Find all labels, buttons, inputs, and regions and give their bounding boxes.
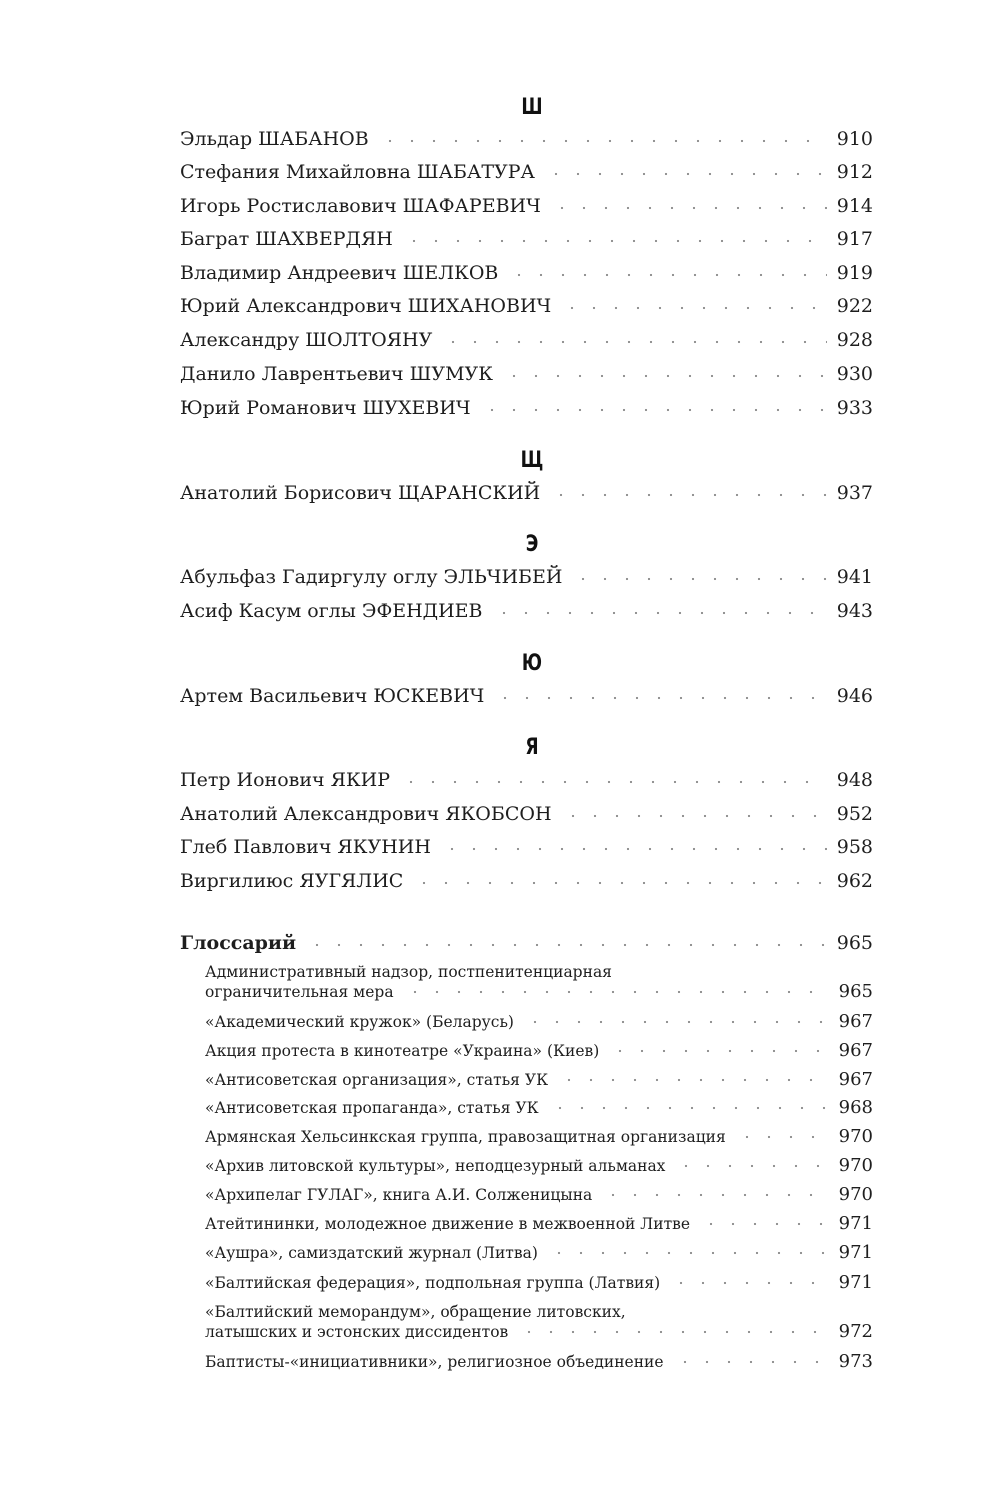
leader-dots bbox=[490, 693, 826, 703]
section-letter: Ю bbox=[521, 651, 543, 676]
toc-entry[interactable] bbox=[180, 127, 873, 151]
glossary-item-line: «Аушра», самиздатский журнал (Литва) bbox=[205, 1244, 538, 1262]
leader-dots bbox=[696, 1219, 829, 1229]
glossary-item-page: 972 bbox=[838, 1321, 873, 1342]
entry-name: Абульфаз Гадиргулу оглу ЭЛЬЧИБЕЙ bbox=[180, 566, 563, 588]
leader-dots bbox=[437, 844, 827, 854]
leader-dots bbox=[438, 337, 826, 347]
entry-page: 912 bbox=[836, 161, 873, 183]
entry-name: Игорь Ростиславович ШАФАРЕВИЧ bbox=[180, 195, 541, 217]
toc-entry[interactable] bbox=[180, 160, 873, 184]
entry-page: 917 bbox=[836, 228, 873, 250]
entry-name: Александру ШОЛТОЯНУ bbox=[180, 329, 433, 351]
section-letter: Ш bbox=[521, 95, 543, 120]
glossary-item-line: ограничительная мера bbox=[205, 983, 394, 1001]
toc-entry[interactable] bbox=[180, 261, 873, 285]
glossary-item-page: 967 bbox=[838, 1040, 873, 1061]
leader-dots bbox=[732, 1132, 829, 1142]
glossary-item-page: 967 bbox=[838, 1069, 873, 1090]
entry-page: 933 bbox=[836, 397, 873, 419]
glossary-item-page: 971 bbox=[838, 1272, 873, 1293]
toc-entry[interactable] bbox=[180, 396, 873, 420]
entry-page: 919 bbox=[836, 262, 873, 284]
leader-dots bbox=[499, 371, 827, 381]
glossary-item-line: Баптисты-«инициативники», религиозное объединение bbox=[205, 1353, 664, 1371]
glossary-item-page: 970 bbox=[838, 1126, 873, 1147]
leader-dots bbox=[489, 608, 827, 618]
leader-dots bbox=[557, 303, 827, 313]
glossary-item[interactable] bbox=[205, 1041, 873, 1061]
leader-dots bbox=[554, 1075, 829, 1085]
glossary-item[interactable] bbox=[205, 1214, 873, 1234]
leader-dots bbox=[409, 878, 826, 888]
entry-name: Юрий Александрович ШИХАНОВИЧ bbox=[180, 295, 552, 317]
leader-dots bbox=[504, 270, 826, 280]
toc-entry[interactable] bbox=[180, 869, 873, 893]
entry-page: 952 bbox=[836, 803, 873, 825]
toc-entry[interactable] bbox=[180, 835, 873, 859]
entry-name: Юрий Романович ШУХЕВИЧ bbox=[180, 397, 471, 419]
leader-dots bbox=[666, 1278, 828, 1288]
glossary-item-page: 973 bbox=[838, 1351, 873, 1372]
glossary-item-line: Армянская Хельсинкская группа, правозащитная организация bbox=[205, 1128, 726, 1146]
entry-name: Виргилиюс ЯУГЯЛИС bbox=[180, 870, 404, 892]
leader-dots bbox=[545, 1103, 829, 1113]
glossary-item-line: «Балтийский меморандум», обращение литовских, bbox=[205, 1303, 626, 1321]
toc-entry[interactable] bbox=[180, 194, 873, 218]
leader-dots bbox=[568, 574, 826, 584]
toc-entry[interactable] bbox=[180, 684, 873, 708]
entry-name: Баграт ШАХВЕРДЯН bbox=[180, 228, 393, 250]
leader-dots bbox=[605, 1046, 828, 1056]
entry-name: Асиф Касум оглы ЭФЕНДИЕВ bbox=[180, 600, 483, 622]
entry-name: Анатолий Александрович ЯКОБСОН bbox=[180, 803, 552, 825]
leader-dots bbox=[547, 203, 827, 213]
glossary-item[interactable] bbox=[205, 1098, 873, 1118]
toc-entry[interactable] bbox=[180, 481, 873, 505]
glossary-item-page: 971 bbox=[838, 1213, 873, 1234]
glossary-item-line: Акция протеста в кинотеатре «Украина» (Киев) bbox=[205, 1042, 600, 1060]
toc-entry[interactable] bbox=[180, 565, 873, 589]
glossary-item-line: «Антисоветская пропаганда», статья УК bbox=[205, 1099, 539, 1117]
glossary-item-line: «Архипелаг ГУЛАГ», книга А.И. Солженицына bbox=[205, 1186, 593, 1204]
glossary-item[interactable] bbox=[205, 1352, 873, 1372]
leader-dots bbox=[671, 1161, 828, 1171]
toc-entry[interactable] bbox=[180, 768, 873, 792]
glossary-item[interactable] bbox=[205, 1127, 873, 1147]
leader-dots bbox=[544, 1248, 829, 1258]
glossary-heading[interactable] bbox=[180, 931, 873, 955]
toc-entry[interactable] bbox=[180, 599, 873, 623]
glossary-item-page: 971 bbox=[838, 1242, 873, 1263]
entry-page: 962 bbox=[836, 870, 873, 892]
toc-entry[interactable] bbox=[180, 227, 873, 251]
leader-dots bbox=[400, 987, 829, 997]
glossary-item[interactable] bbox=[205, 962, 873, 1002]
toc-entry[interactable] bbox=[180, 362, 873, 386]
section-letter: Я bbox=[525, 735, 539, 760]
glossary-item-line: «Архив литовской культуры», неподцезурный альманах bbox=[205, 1157, 666, 1175]
leader-dots bbox=[670, 1357, 829, 1367]
glossary-item[interactable] bbox=[205, 1070, 873, 1090]
glossary-item-line: «Антисоветская организация», статья УК bbox=[205, 1071, 549, 1089]
entry-name: Глеб Павлович ЯКУНИН bbox=[180, 836, 431, 858]
glossary-item[interactable] bbox=[205, 1156, 873, 1176]
glossary-item-page: 965 bbox=[838, 981, 873, 1002]
leader-dots bbox=[520, 1017, 829, 1027]
section-letter: Щ bbox=[520, 448, 544, 473]
entry-page: 943 bbox=[836, 600, 873, 622]
leader-dots bbox=[399, 236, 827, 246]
glossary-item-page: 968 bbox=[838, 1097, 873, 1118]
leader-dots bbox=[396, 777, 827, 787]
leader-dots bbox=[514, 1327, 828, 1337]
glossary-item[interactable] bbox=[205, 1273, 873, 1293]
entry-page: 937 bbox=[836, 482, 873, 504]
glossary-page: 965 bbox=[836, 932, 873, 954]
entry-name: Петр Ионович ЯКИР bbox=[180, 769, 391, 791]
glossary-item-page: 970 bbox=[838, 1184, 873, 1205]
glossary-item-line: «Балтийская федерация», подпольная группа (Латвия) bbox=[205, 1274, 661, 1292]
glossary-item-page: 970 bbox=[838, 1155, 873, 1176]
entry-name: Стефания Михайловна ШАБАТУРА bbox=[180, 161, 535, 183]
entry-name: Артем Васильевич ЮСКЕВИЧ bbox=[180, 685, 485, 707]
leader-dots bbox=[558, 811, 827, 821]
glossary-item[interactable] bbox=[205, 1185, 873, 1205]
entry-page: 946 bbox=[836, 685, 873, 707]
glossary-item[interactable] bbox=[205, 1243, 873, 1263]
glossary-title: Глоссарий bbox=[180, 932, 297, 954]
leader-dots bbox=[375, 136, 827, 146]
leader-dots bbox=[546, 490, 827, 500]
entry-page: 930 bbox=[836, 363, 873, 385]
entry-page: 948 bbox=[836, 769, 873, 791]
leader-dots bbox=[477, 405, 827, 415]
entry-name: Данило Лаврентьевич ШУМУК bbox=[180, 363, 493, 385]
entry-page: 941 bbox=[836, 566, 873, 588]
entry-page: 922 bbox=[836, 295, 873, 317]
leader-dots bbox=[302, 940, 827, 950]
entry-page: 914 bbox=[836, 195, 873, 217]
glossary-item-line: латышских и эстонских диссидентов bbox=[205, 1323, 509, 1341]
leader-dots bbox=[598, 1190, 828, 1200]
toc-entry[interactable] bbox=[180, 328, 873, 352]
glossary-item[interactable] bbox=[205, 1012, 873, 1032]
glossary-item[interactable] bbox=[205, 1302, 873, 1342]
section-letter: Э bbox=[525, 532, 539, 557]
entry-name: Анатолий Борисович ЩАРАНСКИЙ bbox=[180, 482, 541, 504]
toc-entry[interactable] bbox=[180, 802, 873, 826]
entry-page: 928 bbox=[836, 329, 873, 351]
glossary-item-line: Административный надзор, постпенитенциарная bbox=[205, 963, 612, 981]
glossary-item-page: 967 bbox=[838, 1011, 873, 1032]
entry-name: Эльдар ШАБАНОВ bbox=[180, 128, 369, 150]
glossary-item-line: Атейтининки, молодежное движение в межвоенной Литве bbox=[205, 1215, 691, 1233]
toc-entry[interactable] bbox=[180, 294, 873, 318]
entry-name: Владимир Андреевич ШЕЛКОВ bbox=[180, 262, 499, 284]
entry-page: 910 bbox=[836, 128, 873, 150]
leader-dots bbox=[541, 169, 827, 179]
glossary-item-line: «Академический кружок» (Беларусь) bbox=[205, 1013, 514, 1031]
entry-page: 958 bbox=[836, 836, 873, 858]
